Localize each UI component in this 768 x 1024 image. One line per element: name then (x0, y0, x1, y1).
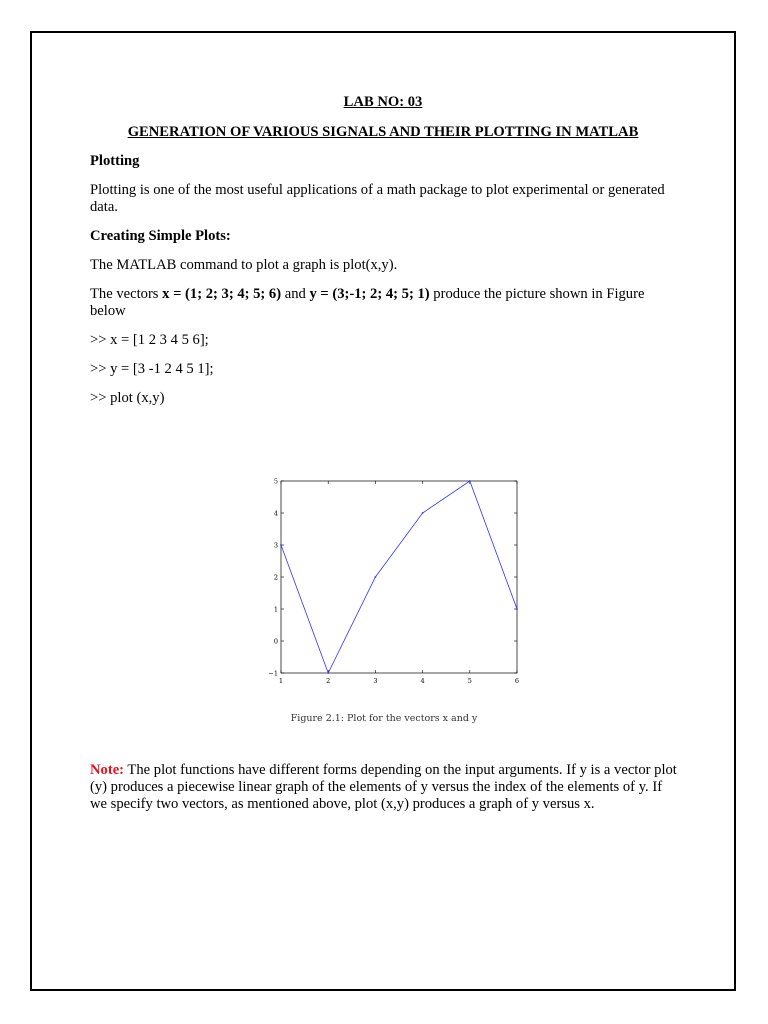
data-point (422, 512, 424, 514)
x-tick-label: 4 (420, 677, 425, 685)
data-point (280, 544, 282, 546)
vectors-paragraph: The vectors x = (1; 2; 3; 4; 5; 6) and y = (3;-1; 2; 4; 5; 1) produce the picture shown in Figure below (90, 286, 645, 319)
figure (244, 472, 524, 730)
y-tick-label: 4 (273, 509, 278, 518)
y-tick-label: 3 (273, 541, 278, 550)
note-paragraph (90, 762, 680, 813)
figure-caption: Figure 2.1: Plot for the vectors x and y (290, 713, 478, 724)
series-line (281, 481, 517, 673)
data-point (327, 672, 329, 674)
x-tick-label: 6 (514, 677, 520, 685)
plot-frame (281, 481, 517, 673)
note-label: Note: (90, 762, 125, 778)
line-chart (244, 472, 524, 730)
data-point (469, 480, 471, 482)
document-body (90, 94, 676, 419)
command-line-2: >> y = [3 -1 2 4 5 1]; (90, 361, 214, 377)
command-paragraph: The MATLAB command to plot a graph is plot(x,y). (90, 257, 398, 273)
data-point (375, 576, 377, 578)
command-line-3: >> plot (x,y) (90, 390, 165, 406)
y-tick-label: −1 (268, 669, 278, 678)
document-title: GENERATION OF VARIOUS SIGNALS AND THEIR PLOTTING IN MATLAB (127, 124, 639, 140)
data-point (516, 608, 518, 610)
y-tick-label: 1 (273, 605, 278, 614)
x-tick-label: 5 (467, 677, 472, 685)
simple-plots-heading: Creating Simple Plots: (90, 228, 231, 244)
note-text: The plot functions have different forms depending on the input arguments. If y is a vector plot (y) produces a piecewise linear graph of the elements of y versus the index of the elements of y. If we specify two vectors, as mentioned above, plot (x,y) produces a graph of y versus x. (90, 762, 677, 812)
command-line-1: >> x = [1 2 3 4 5 6]; (90, 332, 209, 348)
lab-number: LAB NO: 03 (343, 94, 423, 110)
x-tick-label: 2 (326, 677, 331, 685)
y-tick-label: 0 (273, 637, 278, 646)
y-tick-label: 5 (273, 477, 278, 486)
plotting-paragraph: Plotting is one of the most useful applications of a math package to plot experimental or generated data. (90, 182, 665, 215)
y-tick-label: 2 (273, 573, 278, 582)
plotting-heading: Plotting (90, 153, 140, 169)
x-tick-label: 3 (373, 677, 378, 685)
x-tick-label: 1 (278, 677, 284, 685)
